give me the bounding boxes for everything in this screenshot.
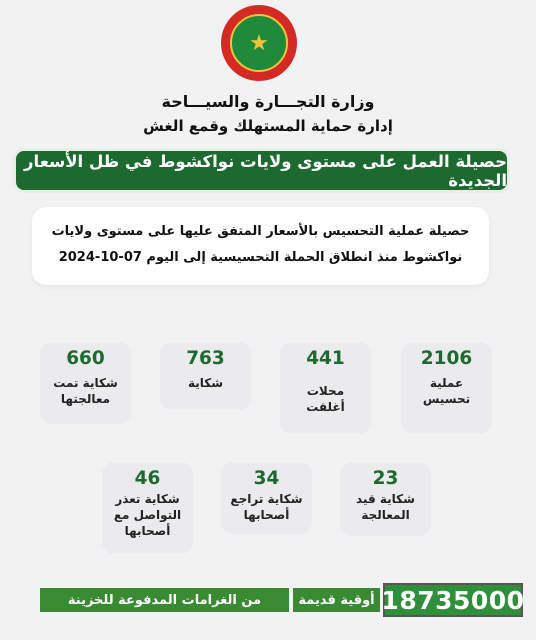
- department-name: إدارة حماية المستهلك وقمع الغش: [143, 117, 393, 135]
- stat-label: المعالجة: [361, 508, 410, 522]
- star-crescent-icon: ★: [230, 14, 288, 72]
- stat-label: تحسيس: [422, 392, 471, 406]
- stat-label: أصحابها: [243, 508, 290, 522]
- subtitle-card: [32, 207, 489, 285]
- subtitle-line-1: حصيلة عملية التحسيس بالأسعار المتفق عليها على مستوى ولايات: [51, 224, 470, 239]
- stat-label: شكاية تعذر: [115, 492, 180, 506]
- stat-card-closed-shops: [280, 342, 371, 434]
- subtitle-line-2: نواكشوط منذ انطلاق الحملة التحسيسية إلى اليوم 07-10-2024: [58, 250, 463, 265]
- stat-label: شكاية تمت: [53, 376, 118, 390]
- emblem-logo: [221, 5, 297, 81]
- stat-label: شكاية تراجع: [230, 492, 303, 506]
- stat-label: التواصل مع: [113, 508, 182, 522]
- stat-card-complaints: [160, 342, 251, 410]
- stat-value: 763: [186, 348, 225, 369]
- fines-label-bar: من الغرامات المدفوعة للخزينة: [40, 588, 289, 612]
- stat-value: 34: [253, 468, 280, 489]
- stat-label: محلات: [306, 384, 345, 398]
- ministry-name: وزارة التجـــارة والسيـــاحة: [161, 92, 375, 111]
- stat-label: شكاية قيد: [356, 492, 415, 506]
- stat-label: أصحابها: [124, 524, 171, 538]
- stat-card-in-progress: [340, 462, 431, 536]
- stat-card-withdrawn: [221, 462, 312, 534]
- stat-value: 660: [66, 348, 105, 369]
- stat-value: 23: [372, 468, 399, 489]
- stat-value: 2106: [420, 348, 473, 369]
- currency-label: أوقية قديمة: [293, 588, 380, 612]
- stat-card-resolved: [40, 342, 131, 424]
- stat-label: معالجتها: [60, 392, 111, 406]
- title-banner: حصيلة العمل على مستوى ولايات نواكشوط في ظل الأسعار الجديدة: [16, 151, 507, 190]
- fines-total: 18735000: [383, 583, 523, 617]
- stat-label: عملية: [429, 376, 464, 390]
- stat-value: 441: [306, 348, 345, 369]
- stat-label: شكاية: [187, 376, 224, 390]
- stat-label: أغلقت: [306, 400, 345, 414]
- stat-card-unreachable: [102, 462, 193, 554]
- stat-card-awareness: [401, 342, 492, 434]
- stat-value: 46: [134, 468, 161, 489]
